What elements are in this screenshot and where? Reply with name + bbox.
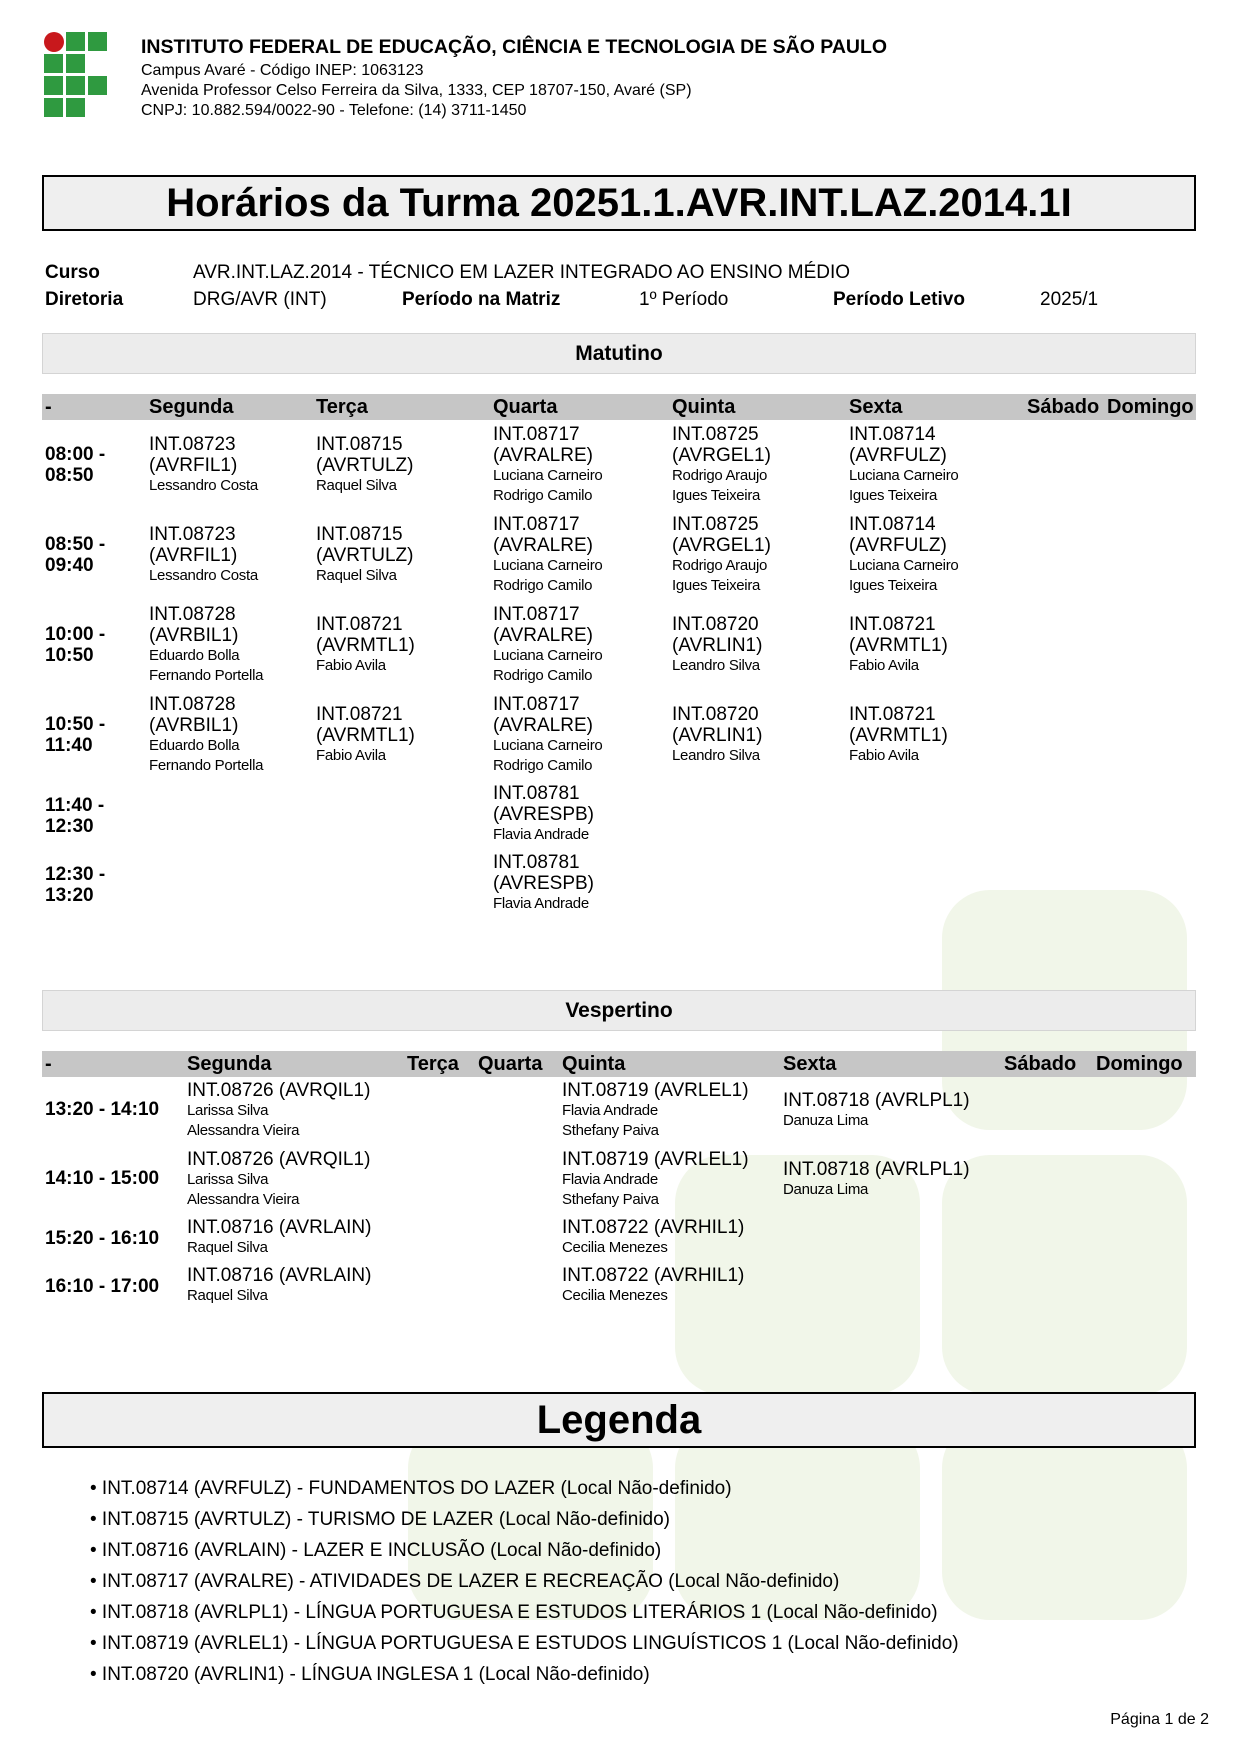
legend-item: • INT.08715 (AVRTULZ) - TURISMO DE LAZER (Local Não-definido) [90,1509,671,1530]
time-slot: 08:00 - 08:50 [45,444,106,486]
teacher-names: Raquel Silva [187,1287,268,1304]
legend-item: • INT.08719 (AVRLEL1) - LÍNGUA PORTUGUESA E ESTUDOS LINGUÍSTICOS 1 (Local Não-definido) [90,1633,959,1654]
teacher-names: Lessandro Costa [149,567,258,584]
address-line: Avenida Professor Celso Ferreira da Silva, 1333, CEP 18707-150, Avaré (SP) [141,82,692,99]
class-code: INT.08728 (AVRBIL1) [149,694,239,736]
class-code: INT.08714 (AVRFULZ) [849,514,947,556]
cnpj-line: CNPJ: 10.882.594/0022-90 - Telefone: (14) 3711-1450 [141,102,527,119]
teacher-names: Eduardo Bolla Fernando Portella [149,647,264,684]
schedule-cell [562,1149,749,1210]
class-code: INT.08715 (AVRTULZ) [316,524,414,566]
table-row [42,603,1196,687]
matutino-section-title: Matutino [42,333,1196,374]
column-header-segunda: Segunda [187,1053,272,1075]
column-header-segunda: Segunda [149,396,234,418]
schedule-cell [493,852,594,914]
schedule-cell [316,434,413,496]
periodo-matriz-label: Período na Matriz [402,289,561,310]
schedule-cell [493,514,602,596]
teacher-names: Danuza Lima [783,1112,869,1129]
teacher-names: Luciana Carneiro Igues Teixeira [849,467,959,504]
teacher-names: Rodrigo Araujo Igues Teixeira [672,557,768,594]
teacher-names: Leandro Silva [672,747,760,764]
teacher-names: Fabio Avila [316,657,386,674]
teacher-names: Fabio Avila [316,747,386,764]
schedule-cell [187,1217,371,1258]
table-row [42,693,1196,777]
class-code: INT.08723 (AVRFIL1) [149,524,238,566]
column-header-quarta: Quarta [493,396,558,418]
schedule-cell [187,1149,370,1210]
class-code: INT.08722 (AVRHIL1) [562,1217,745,1238]
column-header-quinta: Quinta [562,1053,626,1075]
time-slot: 13:20 - 14:10 [45,1099,160,1120]
teacher-names: Luciana Carneiro Igues Teixeira [849,557,959,594]
diretoria-label: Diretoria [45,289,124,310]
column-header-time: - [45,1053,52,1075]
class-code: INT.08718 (AVRLPL1) [783,1159,970,1180]
schedule-cell [316,614,415,676]
table-row [42,423,1196,507]
schedule-cell [316,524,413,586]
vespertino-section-title: Vespertino [42,990,1196,1031]
schedule-cell [316,704,415,766]
teacher-names: Cecilia Menezes [562,1287,668,1304]
matutino-schedule-table [42,394,1196,914]
class-code: INT.08719 (AVRLEL1) [562,1080,749,1101]
time-slot: 10:50 - 11:40 [45,714,106,756]
class-code: INT.08722 (AVRHIL1) [562,1265,745,1286]
class-code: INT.08721 (AVRMTL1) [316,704,415,746]
teacher-names: Luciana Carneiro Rodrigo Camilo [493,467,603,504]
schedule-cell [783,1090,970,1131]
column-header-terça: Terça [407,1053,459,1075]
schedule-cell [149,434,258,496]
schedule-cell [672,614,762,676]
class-code: INT.08717 (AVRALRE) [493,604,593,646]
class-code: INT.08725 (AVRGEL1) [672,424,771,466]
schedule-cell [849,704,948,766]
schedule-cell [149,524,258,586]
schedule-cell [849,424,958,506]
legend-item: • INT.08717 (AVRALRE) - ATIVIDADES DE LAZER E RECREAÇÃO (Local Não-definido) [90,1571,840,1592]
class-code: INT.08781 (AVRESPB) [493,783,595,825]
schedule-cell [493,424,602,506]
class-code: INT.08720 (AVRLIN1) [672,614,763,656]
institution-name: INSTITUTO FEDERAL DE EDUCAÇÃO, CIÊNCIA E TECNOLOGIA DE SÃO PAULO [141,36,888,58]
page-title: Horários da Turma 20251.1.AVR.INT.LAZ.2014.1I [42,175,1196,231]
class-code: INT.08717 (AVRALRE) [493,424,593,466]
teacher-names: Eduardo Bolla Fernando Portella [149,737,264,774]
table-row [42,1265,1196,1309]
schedule-cell [672,514,771,596]
column-header-domingo: Domingo [1107,396,1194,418]
legend-item: • INT.08716 (AVRLAIN) - LAZER E INCLUSÃO (Local Não-definido) [90,1540,662,1561]
teacher-names: Flavia Andrade Sthefany Paiva [562,1102,659,1139]
class-code: INT.08719 (AVRLEL1) [562,1149,749,1170]
column-header-quinta: Quinta [672,396,736,418]
time-slot: 14:10 - 15:00 [45,1168,160,1189]
table-row [42,1217,1196,1261]
schedule-cell [149,694,263,776]
class-code: INT.08721 (AVRMTL1) [316,614,415,656]
teacher-names: Flavia Andrade Sthefany Paiva [562,1171,659,1208]
teacher-names: Flavia Andrade [493,895,589,912]
column-header-domingo: Domingo [1096,1053,1183,1075]
column-header-sábado: Sábado [1027,396,1100,418]
time-slot: 15:20 - 16:10 [45,1228,160,1249]
class-code: INT.08718 (AVRLPL1) [783,1090,970,1111]
schedule-cell [493,694,602,776]
teacher-names: Luciana Carneiro Rodrigo Camilo [493,737,603,774]
class-code: INT.08723 (AVRFIL1) [149,434,238,476]
class-code: INT.08726 (AVRQIL1) [187,1149,371,1170]
teacher-names: Cecilia Menezes [562,1239,668,1256]
class-code: INT.08781 (AVRESPB) [493,852,595,894]
class-code: INT.08721 (AVRMTL1) [849,614,948,656]
class-code: INT.08716 (AVRLAIN) [187,1265,372,1286]
class-code: INT.08714 (AVRFULZ) [849,424,947,466]
schedule-cell [672,704,762,766]
table-row [42,1079,1196,1141]
time-slot: 16:10 - 17:00 [45,1276,160,1297]
column-header-sábado: Sábado [1004,1053,1077,1075]
teacher-names: Rodrigo Araujo Igues Teixeira [672,467,768,504]
teacher-names: Luciana Carneiro Rodrigo Camilo [493,557,603,594]
class-code: INT.08716 (AVRLAIN) [187,1217,372,1238]
teacher-names: Flavia Andrade [493,826,589,843]
teacher-names: Leandro Silva [672,657,760,674]
time-slot: 12:30 - 13:20 [45,864,106,906]
legend-item: • INT.08718 (AVRLPL1) - LÍNGUA PORTUGUESA E ESTUDOS LITERÁRIOS 1 (Local Não-definido) [90,1602,938,1623]
teacher-names: Danuza Lima [783,1181,869,1198]
curso-value: AVR.INT.LAZ.2014 - TÉCNICO EM LAZER INTEGRADO AO ENSINO MÉDIO [193,262,851,283]
teacher-names: Luciana Carneiro Rodrigo Camilo [493,647,603,684]
class-code: INT.08720 (AVRLIN1) [672,704,763,746]
curso-label: Curso [45,262,100,283]
class-code: INT.08726 (AVRQIL1) [187,1080,371,1101]
table-row [42,513,1196,597]
schedule-cell [562,1265,744,1306]
class-code: INT.08717 (AVRALRE) [493,514,593,556]
schedule-cell [187,1265,371,1306]
table-row [42,852,1196,916]
schedule-cell [783,1159,970,1200]
schedule-cell [562,1217,744,1258]
class-code: INT.08728 (AVRBIL1) [149,604,239,646]
class-code: INT.08717 (AVRALRE) [493,694,593,736]
teacher-names: Raquel Silva [316,567,397,584]
teacher-names: Larissa Silva Alessandra Vieira [187,1171,300,1208]
column-header-quarta: Quarta [478,1053,543,1075]
teacher-names: Fabio Avila [849,657,919,674]
class-code: INT.08725 (AVRGEL1) [672,514,771,556]
schedule-cell [672,424,771,506]
teacher-names: Fabio Avila [849,747,919,764]
teacher-names: Lessandro Costa [149,477,258,494]
schedule-cell [187,1080,370,1141]
periodo-matriz-value: 1º Período [639,289,729,310]
column-header-sexta: Sexta [783,1053,837,1075]
legend-item: • INT.08720 (AVRLIN1) - LÍNGUA INGLESA 1 (Local Não-definido) [90,1664,650,1685]
column-header-sexta: Sexta [849,396,903,418]
page-number: Página 1 de 2 [1110,1711,1209,1728]
teacher-names: Raquel Silva [316,477,397,494]
schedule-cell [493,783,594,845]
schedule-cell [849,514,958,596]
column-header-terça: Terça [316,396,368,418]
diretoria-value: DRG/AVR (INT) [193,289,327,310]
vespertino-schedule-table [42,1051,1196,1321]
class-code: INT.08715 (AVRTULZ) [316,434,414,476]
periodo-letivo-label: Período Letivo [833,289,965,310]
time-slot: 08:50 - 09:40 [45,534,106,576]
campus-line: Campus Avaré - Código INEP: 1063123 [141,62,424,79]
periodo-letivo-value: 2025/1 [1040,289,1099,310]
table-row [42,783,1196,847]
table-row [42,1148,1196,1210]
ifsp-logo [44,32,110,116]
schedule-cell [493,604,602,686]
teacher-names: Raquel Silva [187,1239,268,1256]
time-slot: 10:00 - 10:50 [45,624,106,666]
schedule-cell [562,1080,749,1141]
schedule-cell [849,614,948,676]
class-code: INT.08721 (AVRMTL1) [849,704,948,746]
legend-item: • INT.08714 (AVRFULZ) - FUNDAMENTOS DO LAZER (Local Não-definido) [90,1478,732,1499]
teacher-names: Larissa Silva Alessandra Vieira [187,1102,300,1139]
schedule-cell [149,604,263,686]
column-header-time: - [45,396,52,418]
legend-title: Legenda [42,1392,1196,1448]
time-slot: 11:40 - 12:30 [45,795,105,837]
